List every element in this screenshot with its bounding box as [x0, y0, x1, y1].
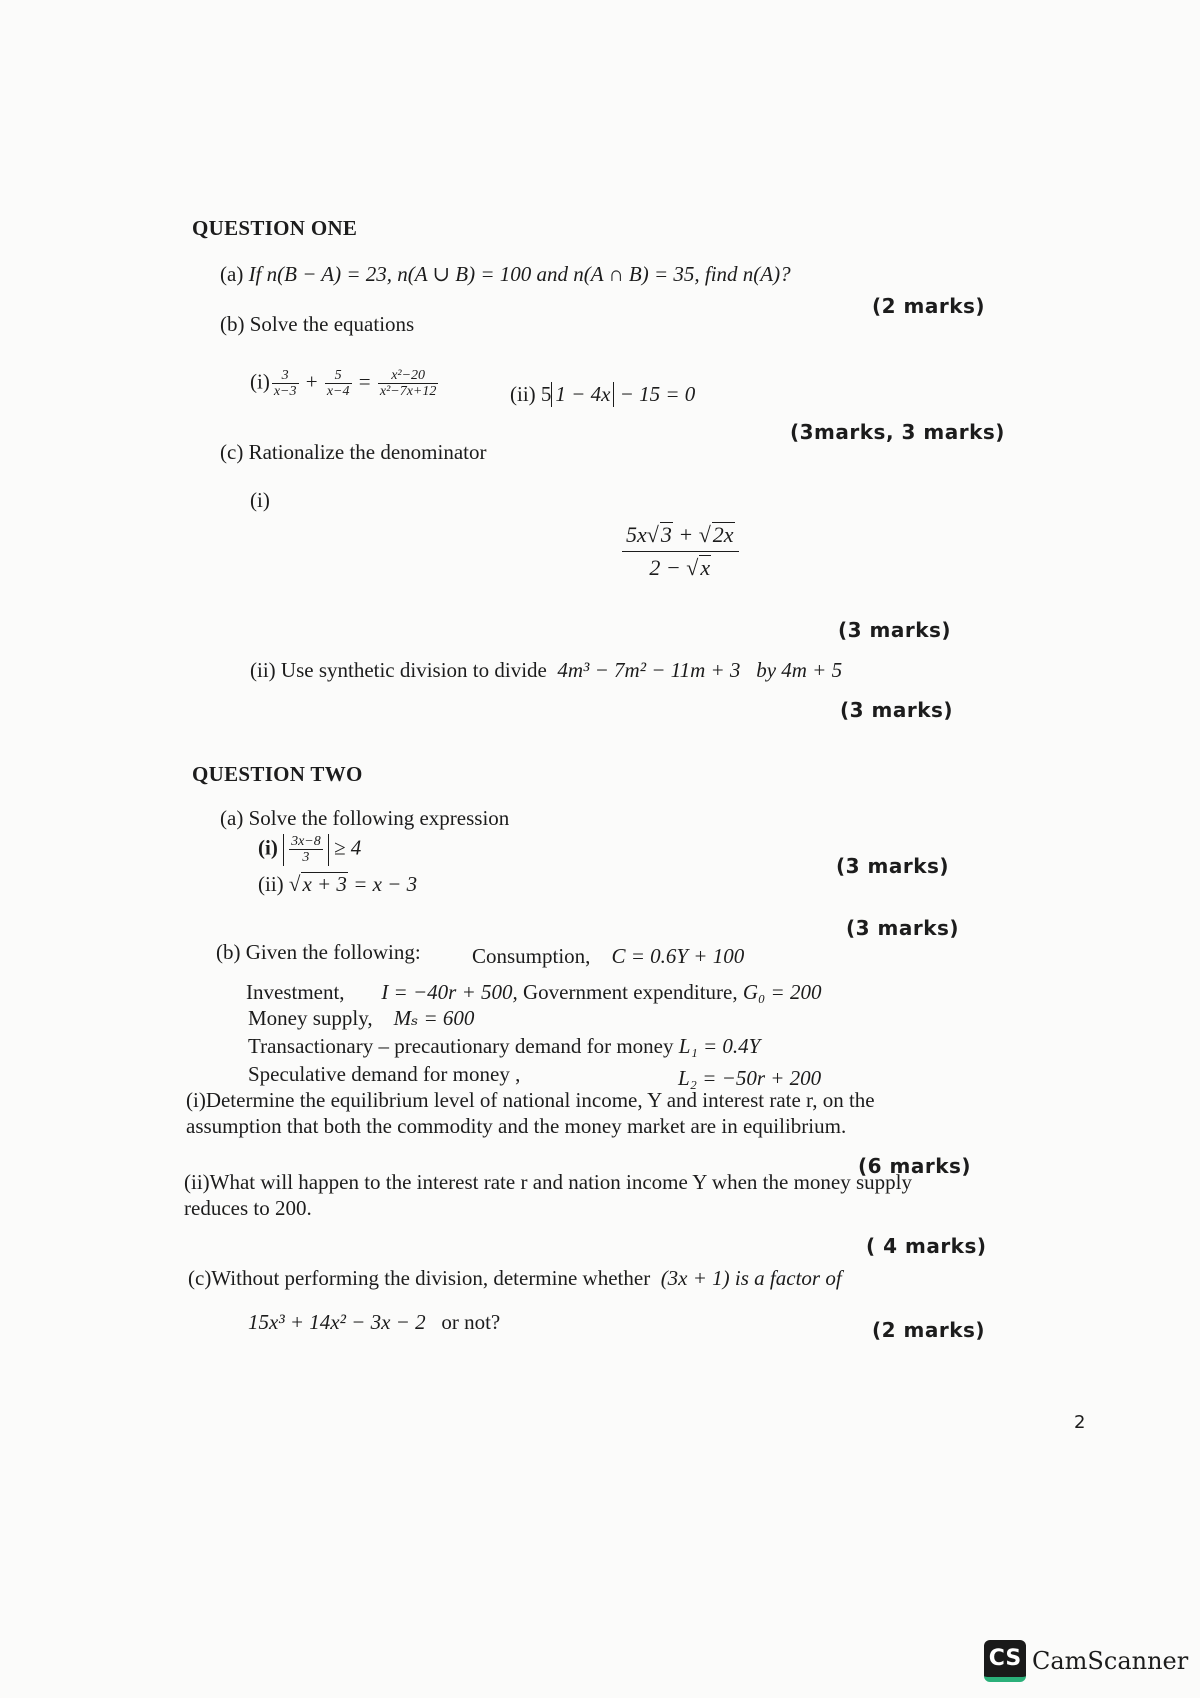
q2-b-ii-line2: reduces to 200. — [184, 1196, 312, 1220]
q2-b-speculative-demand — [248, 1062, 520, 1087]
q2-a-text: Solve the following expression — [248, 806, 510, 830]
q2-a-i — [258, 834, 361, 866]
denominator: x²−7x+12 — [379, 384, 437, 400]
q2-a-ii-label: (ii) — [258, 872, 284, 896]
transaction-demand-equation: L₁ = 0.4Y — [678, 1034, 761, 1058]
q2-a-ii: (ii) √x + 3 = x − 3 — [258, 872, 418, 896]
coefficient: 5 — [540, 382, 552, 406]
plus-sign: + — [305, 369, 318, 394]
q2-b-money-supply — [248, 1006, 474, 1031]
q1-b-ii-equation — [510, 382, 695, 407]
q1-a-marks: (2 marks) — [872, 294, 986, 318]
camscanner-logo-icon: CS — [984, 1640, 1026, 1682]
q1-c-text: Rationalize the denominator — [248, 440, 487, 464]
fraction — [325, 368, 352, 400]
denominator: x−4 — [326, 384, 350, 400]
q1-b-ii-label: (ii) — [510, 382, 536, 406]
question-one-title: QUESTION ONE — [192, 216, 358, 240]
government-equation: G₀ = 200 — [742, 980, 822, 1004]
q1-c-i-marks: (3 marks) — [838, 618, 952, 642]
q2-b-i-marks: (6 marks) — [858, 1154, 972, 1178]
q2-b-consumption — [472, 944, 744, 969]
q1-b-i-label: (i) — [250, 369, 270, 394]
q2-c-text: (c)Without performing the division, determine whether — [188, 1266, 651, 1290]
q2-part-a — [220, 806, 509, 831]
q2-b-ii-marks: ( 4 marks) — [866, 1234, 987, 1258]
q2-part-c-line1 — [188, 1266, 842, 1291]
numerator: 5x√3 + √2x — [622, 522, 739, 552]
transaction-demand-label: Transactionary – precautionary demand for money — [248, 1034, 674, 1058]
q2-c-marks: (2 marks) — [872, 1318, 986, 1342]
investment-label: Investment, — [246, 980, 345, 1004]
q1-c-ii-marks: (3 marks) — [840, 698, 954, 722]
q2-part-c-line2 — [248, 1310, 500, 1335]
fraction — [289, 834, 323, 866]
term: 2 − — [649, 555, 681, 580]
q2-a-i-label: (i) — [258, 835, 278, 860]
absolute-value: 1 − 4x — [551, 382, 614, 407]
q1-c-ii — [250, 658, 842, 683]
q1-part-a — [220, 262, 791, 287]
q2-b-investment — [246, 980, 821, 1005]
equals-sign: = — [358, 369, 371, 394]
plus-sign: + — [678, 522, 694, 547]
q1-c-i-fraction — [622, 522, 739, 581]
numerator: 3x−8 — [291, 834, 321, 849]
speculative-demand-label: Speculative demand for money , — [248, 1062, 521, 1086]
q1-b-marks: (3marks, 3 marks) — [790, 420, 1005, 444]
radicand: x — [700, 555, 711, 580]
radicand: x + 3 — [302, 872, 347, 896]
consumption-equation: C = 0.6Y + 100 — [611, 944, 745, 968]
radicand: 2x — [712, 522, 734, 547]
q1-c-ii-label: (ii) — [250, 658, 276, 682]
q1-part-c — [220, 440, 486, 465]
q1-c-label: (c) — [220, 440, 244, 464]
q1-a-text: If n(B − A) = 23, n(A ∪ B) = 100 and n(A ∩ B) = 35, find n(A)? — [248, 262, 791, 286]
q1-a-label: (a) — [220, 262, 244, 286]
equation-rhs: = x − 3 — [353, 872, 418, 896]
denominator: 2 − √x — [649, 555, 711, 580]
absolute-value — [283, 834, 329, 866]
speculative-demand-equation: L₂ = −50r + 200 — [678, 1066, 822, 1090]
q1-c-ii-divisor: by 4m + 5 — [756, 658, 843, 682]
q2-c-polynomial: 15x³ + 14x² − 3x − 2 — [248, 1310, 426, 1334]
q2-a-label: (a) — [220, 806, 244, 830]
camscanner-watermark — [984, 1640, 1188, 1682]
q1-b-i-equation — [250, 368, 440, 400]
money-supply-label: Money supply, — [248, 1006, 373, 1030]
q2-a-marks-2: (3 marks) — [846, 916, 960, 940]
inequality-rhs: ≥ 4 — [334, 835, 362, 860]
q2-part-b — [216, 940, 421, 965]
camscanner-text: CamScanner — [1032, 1647, 1189, 1675]
numerator: x²−20 — [378, 368, 439, 384]
question-two-title: QUESTION TWO — [192, 762, 363, 786]
q1-b-text: Solve the equations — [249, 312, 415, 336]
q1-c-i-label: (i) — [250, 488, 270, 512]
q2-c-tail: or not? — [441, 1310, 501, 1334]
q2-b-text: Given the following: — [245, 940, 421, 964]
radicand: 3 — [660, 522, 672, 547]
money-supply-equation: Mₛ = 600 — [393, 1006, 475, 1030]
q2-b-transaction-demand — [248, 1034, 760, 1059]
numerator: 5 — [325, 368, 352, 384]
denominator: x−3 — [273, 384, 297, 400]
denominator: 3 — [302, 850, 310, 866]
q1-c-ii-polynomial: 4m³ − 7m² − 11m + 3 — [557, 658, 741, 682]
term: 5x — [626, 522, 647, 547]
fraction — [272, 368, 299, 400]
q2-a-marks-1: (3 marks) — [836, 854, 950, 878]
page-number: 2 — [1074, 1412, 1086, 1433]
q2-b-ii-line1: (ii)What will happen to the interest rate r and nation income Y when the money supply — [184, 1170, 912, 1194]
q1-part-b — [220, 312, 414, 337]
q1-c-ii-text: Use synthetic division to divide — [280, 658, 547, 682]
numerator: 3 — [272, 368, 299, 384]
equation-rest: − 15 = 0 — [619, 382, 696, 406]
q1-b-label: (b) — [220, 312, 245, 336]
investment-equation: I = −40r + 500, — [381, 980, 518, 1004]
consumption-label: Consumption, — [472, 944, 591, 968]
government-label: Government expenditure, — [523, 980, 738, 1004]
fraction — [378, 368, 439, 400]
q2-b-i-line1: (i)Determine the equilibrium level of national income, Y and interest rate r, on the — [186, 1088, 875, 1112]
q2-c-factor: (3x + 1) is a factor of — [660, 1266, 842, 1290]
q2-b-i-line2: assumption that both the commodity and the money market are in equilibrium. — [186, 1114, 847, 1138]
q2-b-label: (b) — [216, 940, 241, 964]
